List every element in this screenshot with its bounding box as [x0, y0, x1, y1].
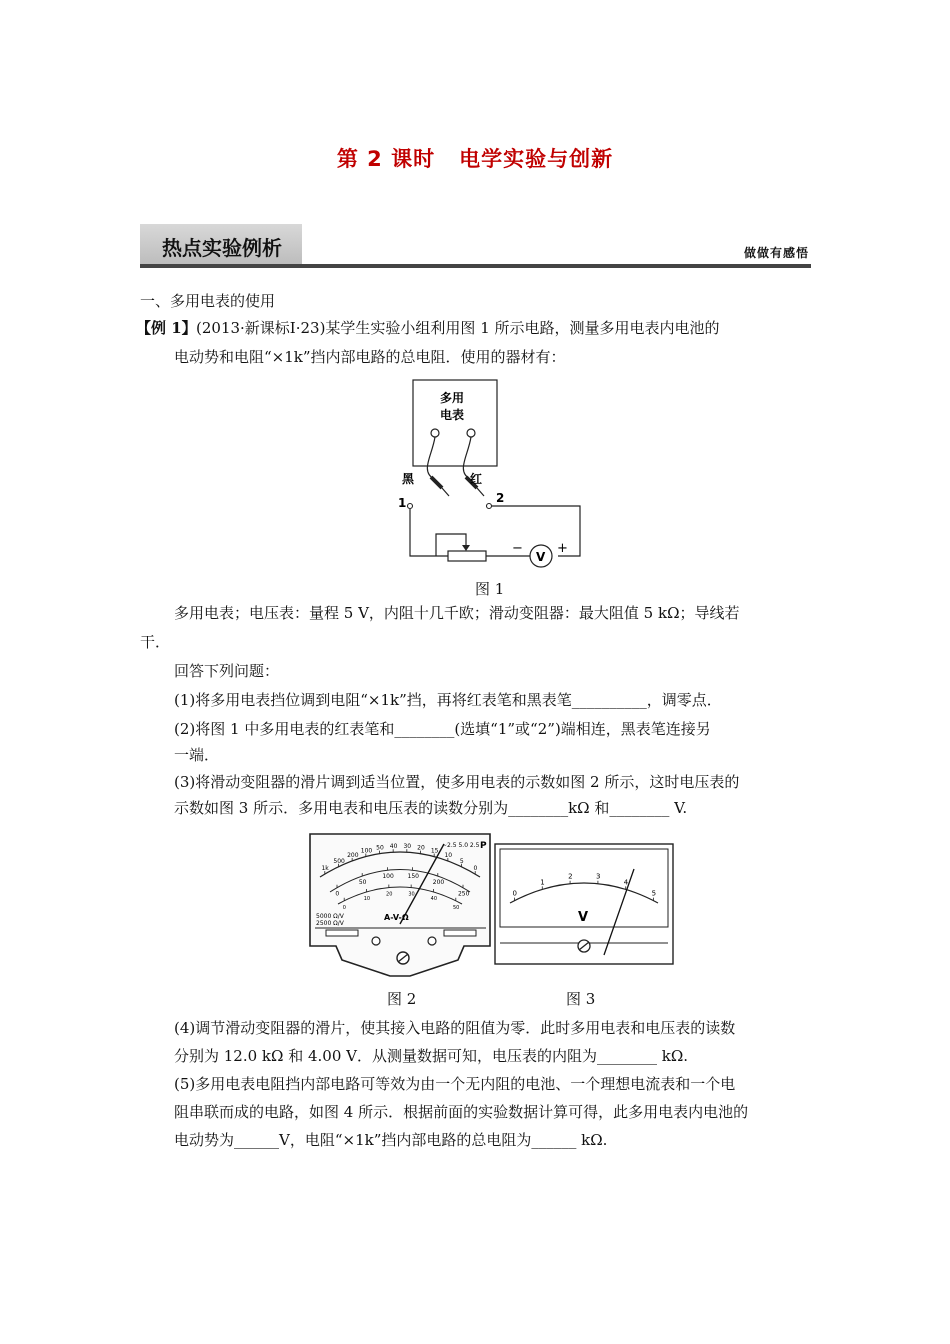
question-5-line-1: (5)多用电表电阻挡内部电路可等效为由一个无内阻的电池、一个理想电流表和一个电 — [174, 1075, 736, 1093]
lesson-topic: 电学实验与创新 — [459, 147, 614, 171]
section-title: 热点实验例析 — [162, 236, 282, 260]
terminal-1 — [408, 504, 413, 509]
question-2-line-2: 一端． — [174, 746, 220, 764]
terminal-2-label: 2 — [496, 491, 505, 505]
ohm-scale-label: 15 — [430, 847, 439, 855]
black-probe-label: 黑 — [402, 472, 415, 486]
voltage-scale-label: 0 — [512, 889, 517, 898]
ohm-scale-label: 40 — [389, 843, 398, 851]
figure-2-caption: 图 2 — [387, 990, 417, 1008]
ac-scale-label: 50 — [453, 904, 460, 911]
ac-scale-label: 20 — [386, 891, 393, 898]
voltmeter-mark: V — [536, 550, 546, 564]
section-header — [140, 224, 811, 268]
voltmeter-minus: − — [512, 541, 523, 556]
voltage-scale-label: 3 — [595, 872, 601, 881]
ohm-scale-label: 5 — [459, 857, 464, 865]
ohm-scale-label: 20 — [417, 844, 425, 852]
ohm-scale-label: 10 — [444, 851, 453, 859]
question-1: (1)将多用电表挡位调到电阻“×1k”挡，再将红表笔和黑表笔__________，调零点． — [174, 691, 722, 709]
question-5-line-2: 阻串联而成的电路，如图 4 所示．根据前面的实验数据计算可得，此多用电表内电池的 — [174, 1103, 749, 1121]
meter-label-line1: 多用 — [440, 391, 465, 405]
question-4-line-1: (4)调节滑动变阻器的滑片，使其接入电路的阻值为零．此时多用电表和电压表的读数 — [174, 1019, 736, 1037]
lesson-title — [0, 143, 950, 173]
example-line-2: 电动势和电阻“×1k”挡内部电路的总电阻．使用的器材有： — [174, 348, 566, 366]
figure-1-circuit — [390, 376, 590, 576]
voltage-scale-label: 4 — [623, 878, 629, 887]
ohm-scale-label: 100 — [360, 847, 373, 855]
multimeter-p-mark: P — [480, 841, 487, 851]
question-4-line-2: 分别为 12.0 kΩ 和 4.00 V．从测量数据可知，电压表的内阻为________ kΩ. — [174, 1047, 689, 1065]
heading-multimeter-use: 一、多用电表的使用 — [140, 292, 276, 310]
ohm-scale-label: 50 — [376, 844, 384, 852]
figure-3-voltmeter — [494, 843, 674, 965]
dc-scale-label: 100 — [382, 873, 394, 881]
section-subtitle: 做做有感悟 — [743, 246, 809, 260]
red-probe-label: 红 — [470, 472, 483, 486]
ac-scale-label: 40 — [430, 895, 438, 902]
example-tag: 【例 1】 — [136, 319, 197, 337]
multimeter-spec-2: 2500 Ω/V — [316, 920, 344, 927]
ohm-scale-label: 200 — [347, 851, 359, 859]
equipment-line-1: 多用电表；电压表：量程 5 V，内阻十几千欧；滑动变阻器：最大阻值 5 kΩ；导线若 — [174, 604, 740, 622]
figure-3-caption: 图 3 — [566, 990, 596, 1008]
question-3-line-2: 示数如图 3 所示．多用电表和电压表的读数分别为________kΩ 和________ V. — [174, 799, 688, 817]
dc-scale-label: 200 — [432, 879, 445, 887]
voltage-scale-label: 1 — [540, 878, 545, 887]
terminal-2 — [487, 504, 492, 509]
dc-scale-label: 150 — [407, 873, 420, 881]
voltmeter-plus: + — [557, 541, 568, 556]
multimeter-spec-1: 5000 Ω/V — [316, 913, 344, 920]
figure-1-caption: 图 1 — [475, 580, 505, 598]
question-5-line-3: 电动势为______V，电阻“×1k”挡内部电路的总电阻为______ kΩ. — [174, 1131, 608, 1149]
dc-scale-label: 0 — [335, 890, 340, 898]
ohm-scale-label: 30 — [403, 843, 412, 851]
equipment-line-2: 干． — [140, 633, 171, 651]
voltage-scale-label: 2 — [568, 872, 573, 881]
ohm-scale-label: 500 — [333, 857, 345, 865]
dc-scale-label: 50 — [358, 879, 367, 887]
question-3-line-1: (3)将滑动变阻器的滑片调到适当位置，使多用电表的示数如图 2 所示，这时电压表的 — [174, 773, 740, 791]
ohm-scale-label: 1k — [321, 865, 329, 873]
multimeter-center-label: A-V-Ω — [384, 913, 409, 922]
ac-scale-label: 30 — [408, 891, 415, 898]
voltage-scale-label: 5 — [651, 889, 657, 898]
dc-scale-label: 250 — [457, 890, 470, 898]
question-2-line-1: (2)将图 1 中多用电表的红表笔和________(选填“1”或“2”)端相连，黑表笔连接另 — [174, 720, 711, 738]
figure-2-multimeter — [308, 832, 492, 980]
section-divider — [140, 264, 811, 268]
meter-label-line2: 电表 — [440, 408, 465, 422]
ac-scale-label: 10 — [363, 895, 371, 902]
voltmeter-scale-label: V — [578, 910, 589, 925]
answer-prompt: 回答下列问题： — [174, 662, 280, 680]
terminal-1-label: 1 — [398, 496, 407, 510]
ohm-scale-label: 0 — [473, 865, 478, 873]
ac-scale-label: 0 — [342, 904, 346, 911]
lesson-number: 第 2 课时 — [336, 147, 436, 171]
example-line-1: (2013·新课标Ⅰ·23)某学生实验小组利用图 1 所示电路，测量多用电表内电池的 — [196, 319, 720, 337]
multimeter-topright: ~2.5 5.0 2.5 — [442, 842, 480, 849]
